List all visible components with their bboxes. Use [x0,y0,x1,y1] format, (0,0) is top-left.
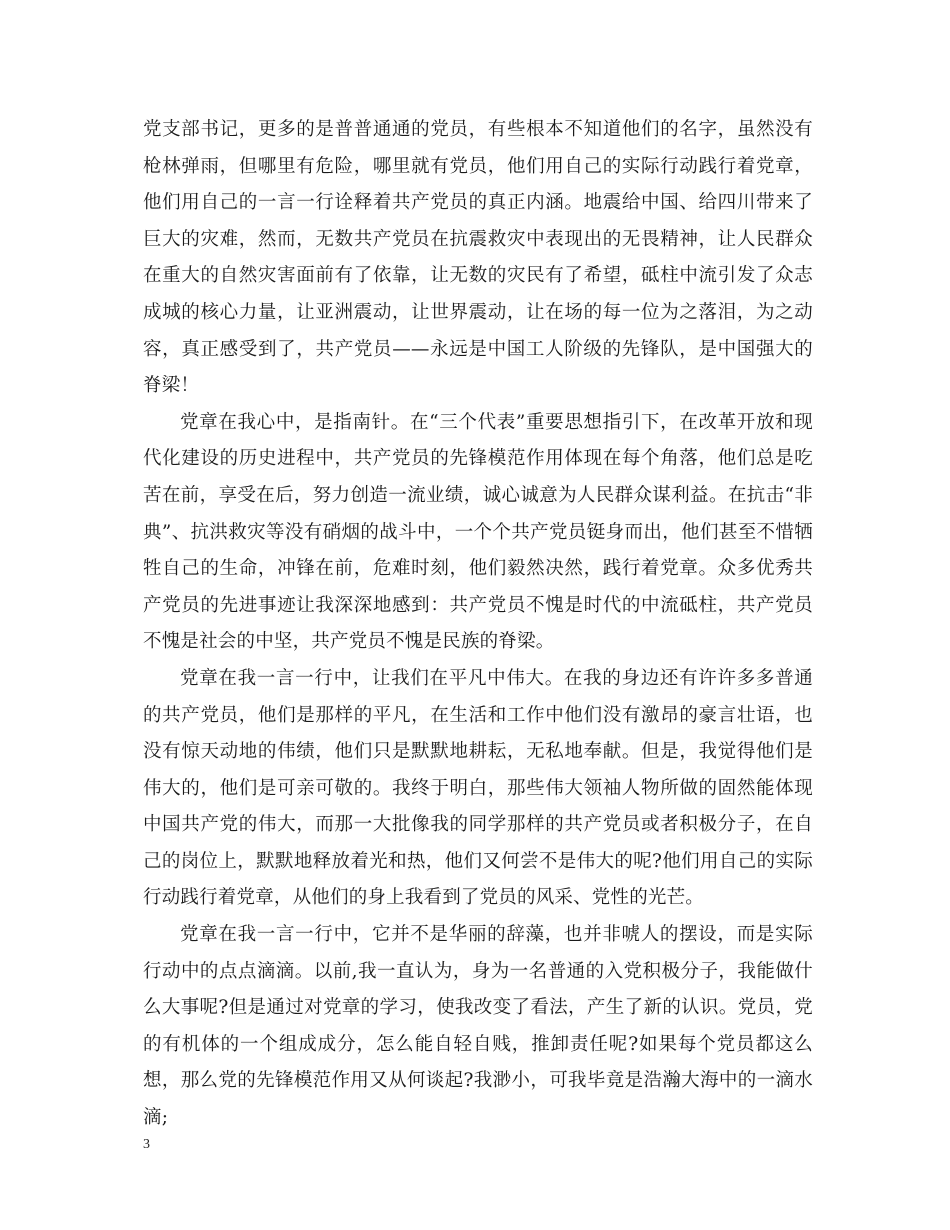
page-number: 3 [143,1137,150,1152]
document-body [143,112,813,1137]
paragraph-2: 党章在我心中，是指南针。在“三个代表”重要思想指引下，在改革开放和现代化建设的历史进程中，共产党员的先锋模范作用体现在每个角落，他们总是吃苦在前，享受在后，努力创造一流业绩，诚心诚意为人民群众谋利益。在抗击“非典”、抗洪救灾等没有硝烟的战斗中，一个个共产党员铤身而出，他们甚至不惜牺牲自己的生命，冲锋在前，危难时刻，他们毅然决然，践行着党章。众多优秀共产党员的先进事迹让我深深地感到：共产党员不愧是时代的中流砥柱，共产党员不愧是社会的中坚，共产党员不愧是民族的脊梁。 [143,411,813,653]
paragraph-3: 党章在我一言一行中，让我们在平凡中伟大。在我的身边还有许许多多普通的共产党员，他们是那样的平凡，在生活和工作中他们没有激昂的豪言壮语，也没有惊天动地的伟绩，他们只是默默地耕耘，无私地奉献。但是，我觉得他们是伟大的，他们是可亲可敬的。我终于明白，那些伟大领袖人物所做的固然能体现中国共产党的伟大，而那一大批像我的同学那样的共产党员或者积极分子，在自己的岗位上，默默地释放着光和热，他们又何尝不是伟大的呢?他们用自己的实际行动践行着党章，从他们的身上我看到了党员的风采、党性的光芒。 [143,667,813,909]
paragraph-1: 党支部书记，更多的是普普通通的党员，有些根本不知道他们的名字，虽然没有枪林弹雨，但哪里有危险，哪里就有党员，他们用自己的实际行动践行着党章，他们用自己的一言一行诠释着共产党员的真正内涵。地震给中国、给四川带来了巨大的灾难，然而，无数共产党员在抗震救灾中表现出的无畏精神，让人民群众在重大的自然灾害面前有了依靠，让无数的灾民有了希望，砥柱中流引发了众志成城的核心力量，让亚洲震动，让世界震动，让在场的每一位为之落泪，为之动容，真正感受到了，共产党员——永远是中国工人阶级的先锋队，是中国强大的脊梁！ [143,119,813,397]
paragraph-4: 党章在我一言一行中，它并不是华丽的辞藻，也并非唬人的摆设，而是实际行动中的点点滴滴。以前,我一直认为，身为一名普通的入党积极分子，我能做什么大事呢?但是通过对党章的学习，使我改变了看法，产生了新的认识。党员，党的有机体的一个组成成分，怎么能自轻自贱，推卸责任呢?如果每个党员都这么想，那么党的先锋模范作用又从何谈起?我渺小，可我毕竟是浩瀚大海中的一滴水滴; [143,924,813,1129]
